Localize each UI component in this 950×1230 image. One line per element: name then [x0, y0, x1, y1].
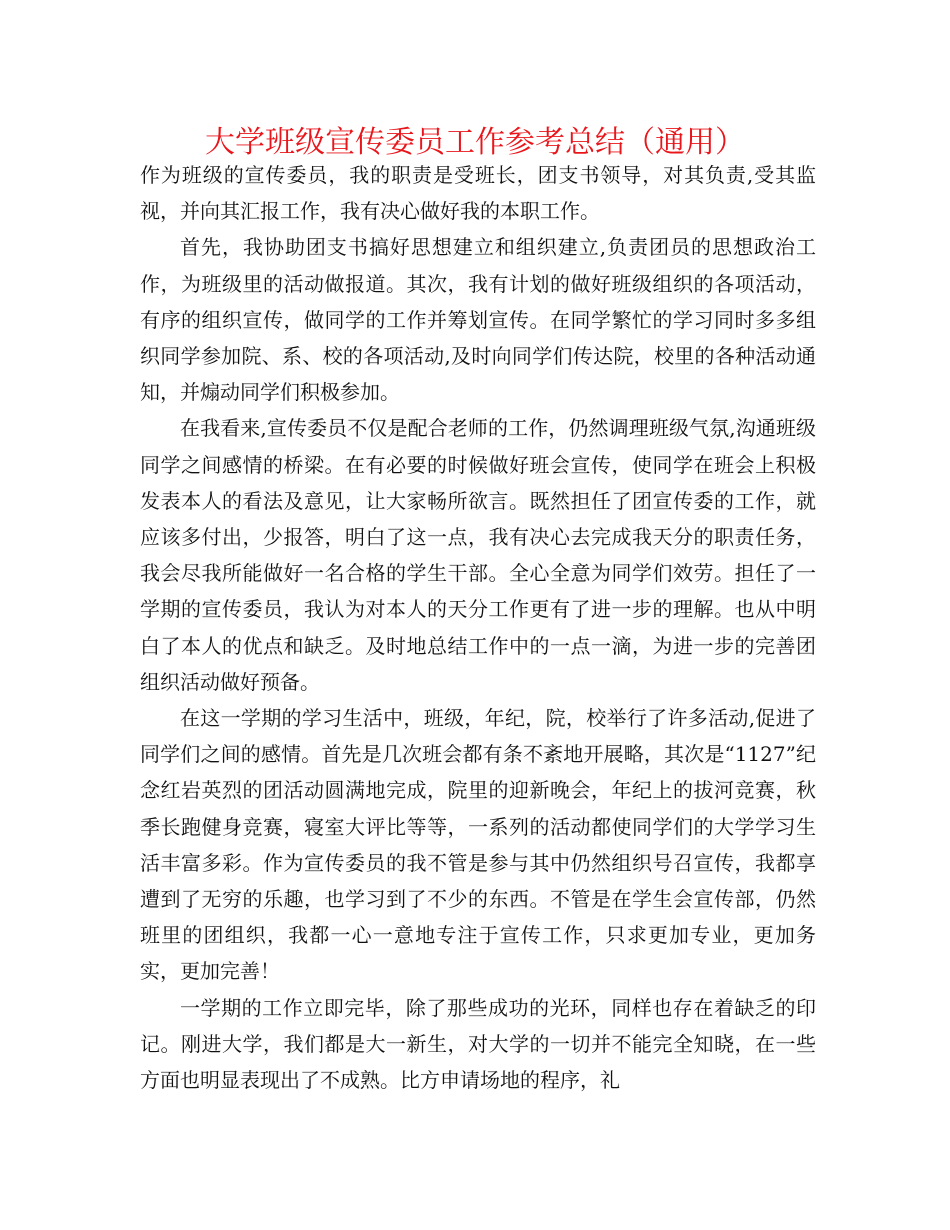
- paragraph-4: 在这一学期的学习生活中，班级，年纪，院，校举行了许多活动,促进了同学们之间的感情。首先是几次班会都有条不紊地开展略，其次是“1127”纪念红岩英烈的团活动圆满地完成，院里的迎新晚会，年纪上的拔河竞赛，秋季长跑健身竞赛，寝室大评比等等，一系列的活动都使同学们的大学学习生活丰富多彩。作为宣传委员的我不管是参与其中仍然组织号召宣传，我都享遭到了无穷的乐趣，也学习到了不少的东西。不管是在学生会宣传部，仍然班里的团组织，我都一心一意地专注于宣传工作，只求更加专业，更加务实，更加完善！: [140, 706, 816, 984]
- document-title: 大学班级宣传委员工作参考总结（通用）: [205, 125, 745, 160]
- document-body: [140, 157, 816, 1098]
- paragraph-2: 首先，我协助团支书搞好思想建立和组织建立,负责团员的思想政治工作，为班级里的活动做报道。其次，我有计划的做好班级组织的各项活动，有序的组织宣传，做同学的工作并筹划宣传。在同学繁忙的学习同时多多组织同学参加院、系、校的各项活动,及时向同学们传达院，校里的各种活动通知，并煽动同学们积极参加。: [140, 235, 816, 405]
- paragraph-5: 一学期的工作立即完毕，除了那些成功的光环，同样也存在着缺乏的印记。刚进大学，我们都是大一新生，对大学的一切并不能完全知晓，在一些方面也明显表现出了不成熟。比方申请场地的程序，礼: [140, 995, 816, 1093]
- paragraph-3: 在我看来,宣传委员不仅是配合老师的工作，仍然调理班级气氛,沟通班级同学之间感情的桥梁。在有必要的时候做好班会宣传，使同学在班会上积极发表本人的看法及意见，让大家畅所欲言。既然担任了团宣传委的工作，就应该多付出，少报答，明白了这一点，我有决心去完成我天分的职责任务，我会尽我所能做好一名合格的学生干部。全心全意为同学们效劳。担任了一学期的宣传委员，我认为对本人的天分工作更有了进一步的理解。也从中明白了本人的优点和缺乏。及时地总结工作中的一点一滴，为进一步的完善团组织活动做好预备。: [140, 416, 816, 694]
- paragraph-1: 作为班级的宣传委员，我的职责是受班长，团支书领导，对其负责,受其监视，并向其汇报工作，我有决心做好我的本职工作。: [140, 163, 816, 224]
